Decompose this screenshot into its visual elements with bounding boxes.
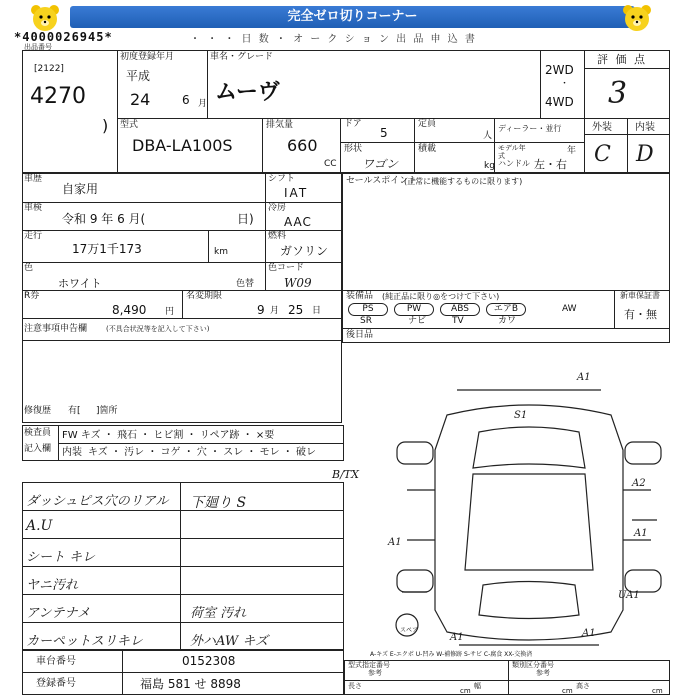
banner-title: 完全ゼロ切りコーナー	[70, 6, 635, 28]
equipment-label: 装備品	[346, 291, 374, 301]
equipment-note: (純正品に限り◎をつけて下さい)	[382, 292, 500, 301]
height-label: 高さ	[576, 682, 590, 690]
rear-window	[479, 582, 579, 619]
displacement-label: 排気量	[266, 120, 294, 130]
name-change-day-unit: 日	[312, 306, 322, 316]
rear-left-wheel	[397, 570, 433, 592]
score-label: 評 価 点	[597, 53, 647, 66]
drive-4wd: 4WD	[545, 95, 574, 109]
length-label: 長さ	[348, 682, 362, 690]
color-code-value: W09	[284, 276, 312, 290]
new-car-value: 有・無	[624, 308, 657, 321]
mileage-value: 17万1千173	[72, 242, 142, 256]
form-title-strip: ・ ・ ・ 日 数 ・ オ ー ク シ ョ ン 出 品 申 込 書	[190, 34, 477, 45]
lot-paren: )	[102, 116, 109, 135]
option-navi: ナビ	[408, 316, 427, 326]
color-label: 色	[24, 263, 34, 273]
damage-mark-ua1: UA1	[618, 590, 640, 601]
inspection-label: 車検	[24, 203, 43, 213]
rear-label: 後日品	[346, 330, 374, 340]
option-tv: TV	[452, 316, 464, 326]
drive-dot: ・	[560, 79, 570, 89]
sales-point-label: セールスポイント	[346, 176, 418, 186]
note-4: ヤニ汚れ	[26, 578, 79, 593]
shape-label: 形状	[344, 144, 363, 154]
designation-ref: 参考	[368, 669, 382, 677]
first-reg-era: 平成	[126, 69, 151, 83]
first-reg-label: 初度登録年月	[120, 52, 175, 62]
lot-code: [2122]	[34, 64, 64, 74]
inspection-day: 日)	[237, 212, 254, 226]
repair-end: ]箇所	[96, 406, 118, 416]
handle-value: 左・右	[534, 158, 567, 171]
bear-mascot-icon	[620, 2, 654, 36]
rear-right-wheel	[625, 570, 661, 592]
note-2: A.U	[26, 518, 53, 534]
damage-mark-a1-rear: A1	[450, 632, 464, 643]
note-5: アンテナメ	[26, 606, 90, 621]
doors-label: ドア	[344, 119, 362, 129]
first-reg-month: 6	[182, 93, 190, 107]
report-label: 記入欄	[24, 444, 52, 454]
front-right-wheel	[625, 442, 661, 464]
handle-label: ハンドル	[498, 159, 530, 168]
repair-label: 修復歴	[24, 406, 52, 416]
sales-point-note: (正常に機能するものに限ります)	[404, 177, 523, 186]
year-unit: 年	[567, 146, 577, 156]
width-label: 幅	[474, 682, 481, 690]
note-right-3: 外ハAW キズ	[190, 634, 269, 649]
designation-label: 型式指定番号	[348, 661, 390, 669]
recycle-value: 8,490	[112, 303, 147, 317]
height-unit: cm	[652, 687, 663, 695]
car-damage-diagram	[387, 370, 672, 650]
lot-label: 出品番号	[24, 43, 52, 51]
change-label: 色替	[236, 279, 255, 289]
month-unit: 月	[198, 99, 208, 109]
caution-label: 注意事項申告欄	[24, 324, 88, 334]
spec-frame	[344, 660, 670, 695]
code-note: B/TX	[332, 468, 359, 481]
capacity-unit: 人	[483, 131, 493, 141]
name-change-day: 25	[288, 303, 304, 317]
model-year-label: モデル年式	[498, 144, 526, 160]
ac-value: AAC	[284, 215, 312, 229]
usage-value: 自家用	[62, 182, 99, 196]
note-1: ダッシュピス穴のリアル	[26, 494, 169, 509]
load-unit: kg	[484, 161, 495, 171]
car-outline	[435, 405, 623, 640]
length-unit: cm	[460, 687, 471, 695]
color-value: ホワイト	[58, 277, 102, 290]
name-change-month: 9	[257, 303, 265, 317]
shift-value: IAT	[284, 186, 309, 200]
damage-mark-s1: S1	[514, 410, 528, 421]
option-abs: ABS	[440, 303, 480, 316]
type-label: 型式	[120, 120, 139, 130]
note-right-2: 荷室 汚れ	[190, 606, 247, 621]
displacement-value: 660	[287, 136, 318, 155]
repair-value: 有[	[68, 406, 81, 416]
option-pw: PW	[394, 303, 434, 316]
shape-value: ワゴン	[362, 157, 399, 171]
car-name: ムーヴ	[215, 80, 280, 105]
ac-label: 冷房	[268, 203, 287, 213]
side-panels	[407, 490, 651, 540]
damage-mark-a2: A2	[632, 478, 646, 489]
recycle-label: R券	[24, 291, 40, 301]
interior-grade: D	[636, 142, 654, 167]
inspector-label: 検査員	[24, 428, 52, 438]
option-airbag: エアB	[486, 303, 526, 316]
note-right-1: 下廻り S	[190, 495, 247, 511]
yen-unit: 円	[165, 307, 175, 317]
mileage-label: 走行	[24, 231, 43, 241]
dealer-label: ディーラー・並行	[498, 124, 562, 133]
class-label: 類別区分番号	[512, 661, 554, 669]
damage-legend: A-キズ E-エクボ U-凹み W-補修跡 S-サビ C-腐食 XX-交換済	[370, 651, 533, 658]
plate-number: 福島 581 せ 8898	[140, 677, 241, 691]
fuel-label: 燃料	[268, 231, 287, 241]
new-car-label: 新車保証書	[620, 291, 660, 300]
capacity-label: 定員	[418, 119, 437, 129]
name-change-month-unit: 月	[270, 306, 280, 316]
usage-label: 車歴	[24, 174, 43, 184]
caution-note: (不具合状況等を記入して下さい)	[106, 325, 210, 333]
chassis-label: 車台番号	[36, 656, 76, 667]
damage-mark-a1-right: A1	[634, 528, 648, 539]
score-value: 3	[608, 76, 628, 111]
name-change-label: 名変期限	[186, 291, 223, 301]
note-6: カーペットスリキレ	[26, 634, 143, 649]
barcode-number: *4000026945*	[14, 30, 113, 44]
cc-unit: CC	[324, 159, 337, 169]
inspection-value: 令和 9 年 6 月(	[62, 212, 146, 226]
spare-label: スペア	[400, 627, 419, 634]
color-code-label: 色コード	[268, 263, 305, 273]
first-reg-year: 24	[130, 90, 151, 109]
drive-2wd: 2WD	[545, 63, 574, 77]
front-left-wheel	[397, 442, 433, 464]
lot-number: 4270	[30, 84, 86, 109]
note-3: シート キレ	[26, 550, 96, 565]
shift-label: シフト	[268, 174, 296, 184]
interior-row: キズ ・ 汚レ ・ コゲ ・ 穴 ・ スレ ・ モレ ・ 破レ	[88, 447, 316, 458]
exterior-row: FW キズ ・ 飛石 ・ ヒビ割 ・ リペア跡 ・ ×要	[62, 430, 275, 441]
chassis-number: 0152308	[182, 654, 236, 668]
plate-label: 登録番号	[36, 678, 76, 689]
km-unit: km	[214, 247, 228, 257]
option-sr: SR	[360, 316, 372, 326]
option-aw: AW	[562, 304, 577, 314]
interior-label: 内装	[635, 122, 655, 133]
model-label: 車名・グレード	[210, 52, 274, 62]
roof-outline	[465, 474, 593, 570]
page-header	[0, 0, 700, 45]
load-label: 積載	[418, 144, 437, 154]
option-ps: PS	[348, 303, 388, 316]
class-ref: 参考	[536, 669, 550, 677]
fuel-value: ガソリン	[280, 244, 329, 258]
exterior-label: 外装	[592, 122, 612, 133]
type-value: DBA-LA100S	[132, 136, 233, 155]
exterior-grade: C	[594, 142, 611, 167]
width-unit: cm	[562, 687, 573, 695]
damage-mark-a1-rear-right: A1	[582, 628, 596, 639]
interior-label-row: 内装	[62, 447, 82, 458]
windshield	[473, 427, 585, 468]
damage-mark-a1-front: A1	[577, 372, 591, 383]
option-leather: カワ	[498, 316, 517, 326]
doors-value: 5	[380, 126, 388, 140]
auction-sheet	[22, 43, 672, 695]
damage-mark-a1-left: A1	[388, 537, 402, 548]
